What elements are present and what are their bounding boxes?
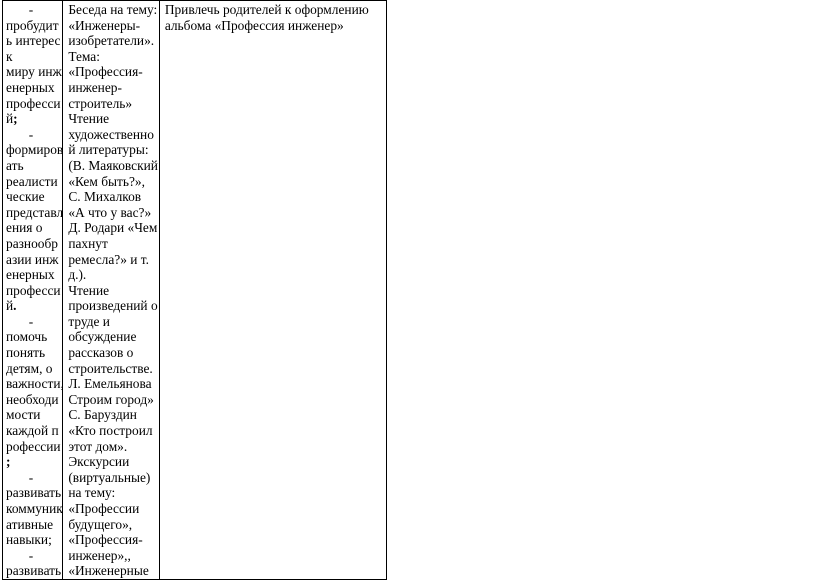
- goal-punctuation: ;: [13, 111, 18, 127]
- goal-punctuation: ;: [6, 454, 11, 470]
- activity-line: художественно: [68, 126, 154, 142]
- goal-line: [6, 376, 62, 392]
- goal-line: [6, 517, 62, 533]
- goal-line-text: ативные: [6, 516, 54, 532]
- goal-line: [6, 439, 62, 455]
- activity-line: обсуждение: [68, 329, 137, 345]
- goal-line-text: разнообр: [6, 235, 58, 251]
- goal-line: [6, 33, 62, 49]
- goal-line-text: детям, о: [6, 360, 53, 376]
- goal-dash: -: [28, 313, 34, 329]
- activity-line: пахнут: [68, 235, 108, 251]
- goal-line: [6, 49, 62, 65]
- goal-line-text: рофессии: [6, 438, 61, 454]
- goal-line: [6, 252, 62, 268]
- goal-line-text: ь интерес: [6, 33, 61, 49]
- goal-line-text: миру инж: [6, 64, 62, 80]
- goal-line-text: професси: [6, 282, 61, 298]
- activities-text: [63, 1, 159, 579]
- activity-line: труде и: [68, 313, 110, 329]
- goal-dash: -: [28, 2, 34, 17]
- goal-punctuation: .: [13, 298, 17, 314]
- activity-line: Чтение: [68, 111, 110, 127]
- goal-line-text: ческие: [6, 189, 45, 205]
- goal-line-text: представл: [6, 204, 64, 220]
- activity-line: ремесла?» и т.: [68, 251, 149, 267]
- goal-line-text: развивать: [6, 563, 62, 579]
- activity-line: С. Баруздин: [68, 407, 137, 423]
- goal-line-text: помочь: [6, 329, 48, 345]
- goal-line: [6, 96, 62, 112]
- goal-line: [6, 485, 62, 501]
- goal-line: [6, 267, 62, 283]
- goal-line-text: ать: [6, 157, 24, 173]
- parents-cell: [159, 1, 386, 580]
- activity-line: инженер-: [68, 79, 122, 95]
- goal-line: [6, 236, 62, 252]
- goal-line: [6, 454, 62, 470]
- goal-line-text: енерных: [6, 79, 55, 95]
- activity-line: рассказов о: [68, 345, 134, 361]
- goal-line-text: к: [6, 48, 13, 64]
- activities-cell: [63, 1, 160, 580]
- goal-dash: -: [28, 469, 34, 485]
- activity-line: «Профессия-: [68, 64, 143, 80]
- activity-line: произведений о: [68, 298, 158, 314]
- goal-line: [6, 563, 62, 579]
- activity-line: «А что у вас?»: [68, 204, 152, 220]
- goal-line-text: пробудит: [6, 17, 59, 33]
- goal-line: [6, 283, 62, 299]
- goal-line: [6, 18, 62, 34]
- activity-line: инженер»,,: [68, 547, 131, 563]
- activity-line: изобретатели».: [68, 33, 155, 49]
- activity-line: на тему:: [68, 485, 116, 501]
- activity-line: Беседа на тему:: [68, 2, 158, 17]
- goal-line: [6, 64, 62, 80]
- activity-line: Чтение: [68, 282, 110, 298]
- goal-line-text: коммуник: [6, 501, 63, 516]
- goal-line-text: реалисти: [6, 173, 58, 189]
- goal-line-text: навыки;: [6, 532, 52, 548]
- goal-line-text: й: [6, 111, 14, 127]
- activity-line: Д. Родари «Чем: [68, 220, 158, 236]
- goal-line: [6, 407, 62, 423]
- goal-line: [6, 501, 62, 517]
- goal-line: [6, 111, 62, 127]
- table-row: [3, 1, 387, 580]
- goal-line-text: развивать: [6, 485, 62, 501]
- goal-line-text: понять: [6, 345, 46, 361]
- activity-line: «Кто построил: [68, 423, 153, 439]
- goal-line: [6, 345, 62, 361]
- goal-line: [6, 80, 62, 96]
- goal-line-text: професси: [6, 95, 61, 111]
- goal-line-text: формиров: [6, 142, 64, 158]
- activity-line: Строим город»: [68, 391, 154, 407]
- goal-line: [6, 158, 62, 174]
- goal-line-text: мости: [6, 407, 41, 423]
- activity-line: строительстве.: [68, 360, 153, 376]
- activity-line: «Инженерные: [68, 563, 149, 579]
- goal-line-text: й: [6, 298, 14, 314]
- goal-line-text: ения о: [6, 220, 43, 236]
- goals-text: [3, 1, 62, 579]
- activity-line: «Кем быть?»,: [68, 173, 145, 189]
- goal-line: [6, 329, 62, 345]
- activity-line: й литературы:: [68, 142, 149, 158]
- activity-line: строитель»: [68, 95, 133, 111]
- goal-dash: -: [28, 126, 34, 142]
- goal-line: [6, 392, 62, 408]
- goal-line: [6, 532, 62, 548]
- activity-line: этот дом».: [68, 438, 128, 454]
- goal-line-text: енерных: [6, 267, 55, 283]
- activity-line: Л. Емельянова: [68, 376, 152, 392]
- activity-line: Тема:: [68, 48, 100, 64]
- activity-line: (виртуальные): [68, 469, 151, 485]
- goal-line: [6, 189, 62, 205]
- activity-line: «Инженеры-: [68, 17, 141, 33]
- activity-line: «Профессия-: [68, 532, 143, 548]
- activity-line: С. Михалков: [68, 189, 142, 205]
- goal-line: [6, 174, 62, 190]
- goal-line: [6, 142, 62, 158]
- goal-line: [6, 205, 62, 221]
- work-plan-table: [2, 0, 387, 580]
- goal-dash: -: [28, 547, 34, 563]
- activity-line: «Профессии: [68, 501, 140, 516]
- goal-line: [6, 423, 62, 439]
- goal-line: [6, 361, 62, 377]
- activity-line: (В. Маяковский: [68, 157, 158, 173]
- activity-line: будущего»,: [68, 516, 133, 532]
- goal-line-text: необходи: [6, 391, 59, 407]
- parents-text: [160, 1, 386, 33]
- parent-work-line: альбома «Профессия инженер»: [164, 17, 344, 33]
- goals-cell: [3, 1, 63, 580]
- goal-line-text: важности,: [6, 376, 64, 392]
- goal-line-text: каждой п: [6, 423, 59, 439]
- activity-line: Экскурсии: [68, 454, 130, 470]
- goal-line: [6, 220, 62, 236]
- activity-line: д.).: [68, 267, 87, 283]
- parent-work-line: Привлечь родителей к оформлению: [164, 2, 369, 17]
- goal-line: [6, 298, 62, 314]
- goal-line-text: азии инж: [6, 251, 59, 267]
